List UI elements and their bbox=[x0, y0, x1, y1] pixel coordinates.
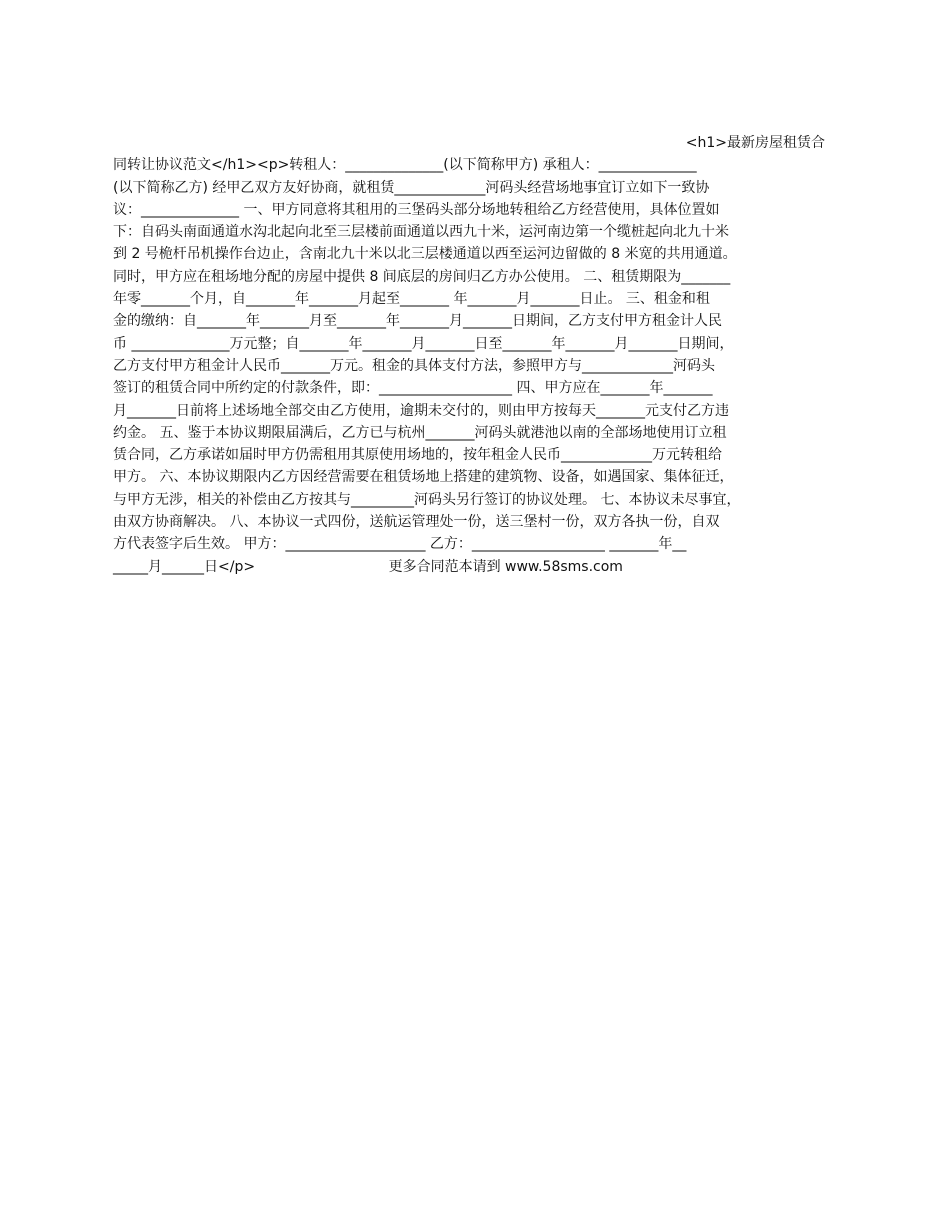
text-line: 金的缴纳：自_______年_______月至_______年_______月_______日期间，乙方支付甲方租金计人民 bbox=[113, 313, 722, 330]
text-line: 到 2 号桅杆吊机操作台边止，含南北九十米以北三层楼通道以西至运河边留做的 8 米宽的共用通道。 bbox=[113, 246, 737, 263]
text-line: 由双方协商解决。 八、本协议一式四份，送航运管理处一份，送三堡村一份，双方各执一份，自双 bbox=[113, 514, 720, 531]
text-line: 币 ______________万元整；自_______年_______月_______日至_______年_______月_______日期间， bbox=[113, 335, 734, 352]
text-line: 约金。 五、鉴于本协议期限届满后，乙方已与杭州_______河码头就港池以南的全部场地使用订立租 bbox=[113, 424, 727, 441]
text-line: 乙方支付甲方租金计人民币_______万元。租金的具体支付方法，参照甲方与_____________河码头 bbox=[113, 357, 715, 374]
text-line: 年零_______个月，自_______年_______月起至_______ 年_______月_______日止。 三、租金和租 bbox=[113, 291, 710, 308]
text-line: (以下简称乙方) 经甲乙双方友好协商，就租赁_____________河码头经营场地事宜订立如下一致协 bbox=[113, 179, 710, 196]
text-line: 月_______日前将上述场地全部交由乙方使用，逾期未交付的，则由甲方按每天_______元支付乙方违 bbox=[113, 402, 729, 419]
text-line: 方代表签字后生效。 甲方：____________________ 乙方：___________________ _______年__ bbox=[113, 536, 687, 553]
text-line: <h1>最新房屋租赁合 bbox=[685, 135, 825, 151]
document-body bbox=[113, 132, 837, 578]
text-line: 赁合同，乙方承诺如届时甲方仍需租用其原使用场地的，按年租金人民币_____________万元转租给 bbox=[113, 447, 722, 464]
text-line: 签订的租赁合同中所约定的付款条件，即：___________________ 四、甲方应在_______年_______ bbox=[113, 380, 713, 397]
text-line: _____月______日</p> 更多合同范本请到 www.58sms.com bbox=[113, 558, 623, 575]
text-line: 同转让协议范文</h1><p>转租人：______________(以下简称甲方) 承租人：______________ bbox=[113, 157, 697, 174]
text-line: 下：自码头南面通道水沟北起向北至三层楼前面通道以西九十米，运河南边第一个缆桩起向北九十米 bbox=[113, 224, 729, 241]
text-line: 同时，甲方应在租场地分配的房屋中提供 8 间底层的房间归乙方办公使用。 二、租赁期限为_______ bbox=[113, 268, 731, 285]
text-line: 甲方。 六、本协议期限内乙方因经营需要在租赁场地上搭建的建筑物、设备，如遇国家、集体征迁， bbox=[113, 469, 734, 486]
text-line: 议：______________ 一、甲方同意将其租用的三堡码头部分场地转租给乙方经营使用，具体位置如 bbox=[113, 201, 720, 218]
text-line: 与甲方无涉，相关的补偿由乙方按其与_________河码头另行签订的协议处理。 七、本协议未尽事宜， bbox=[113, 491, 741, 508]
